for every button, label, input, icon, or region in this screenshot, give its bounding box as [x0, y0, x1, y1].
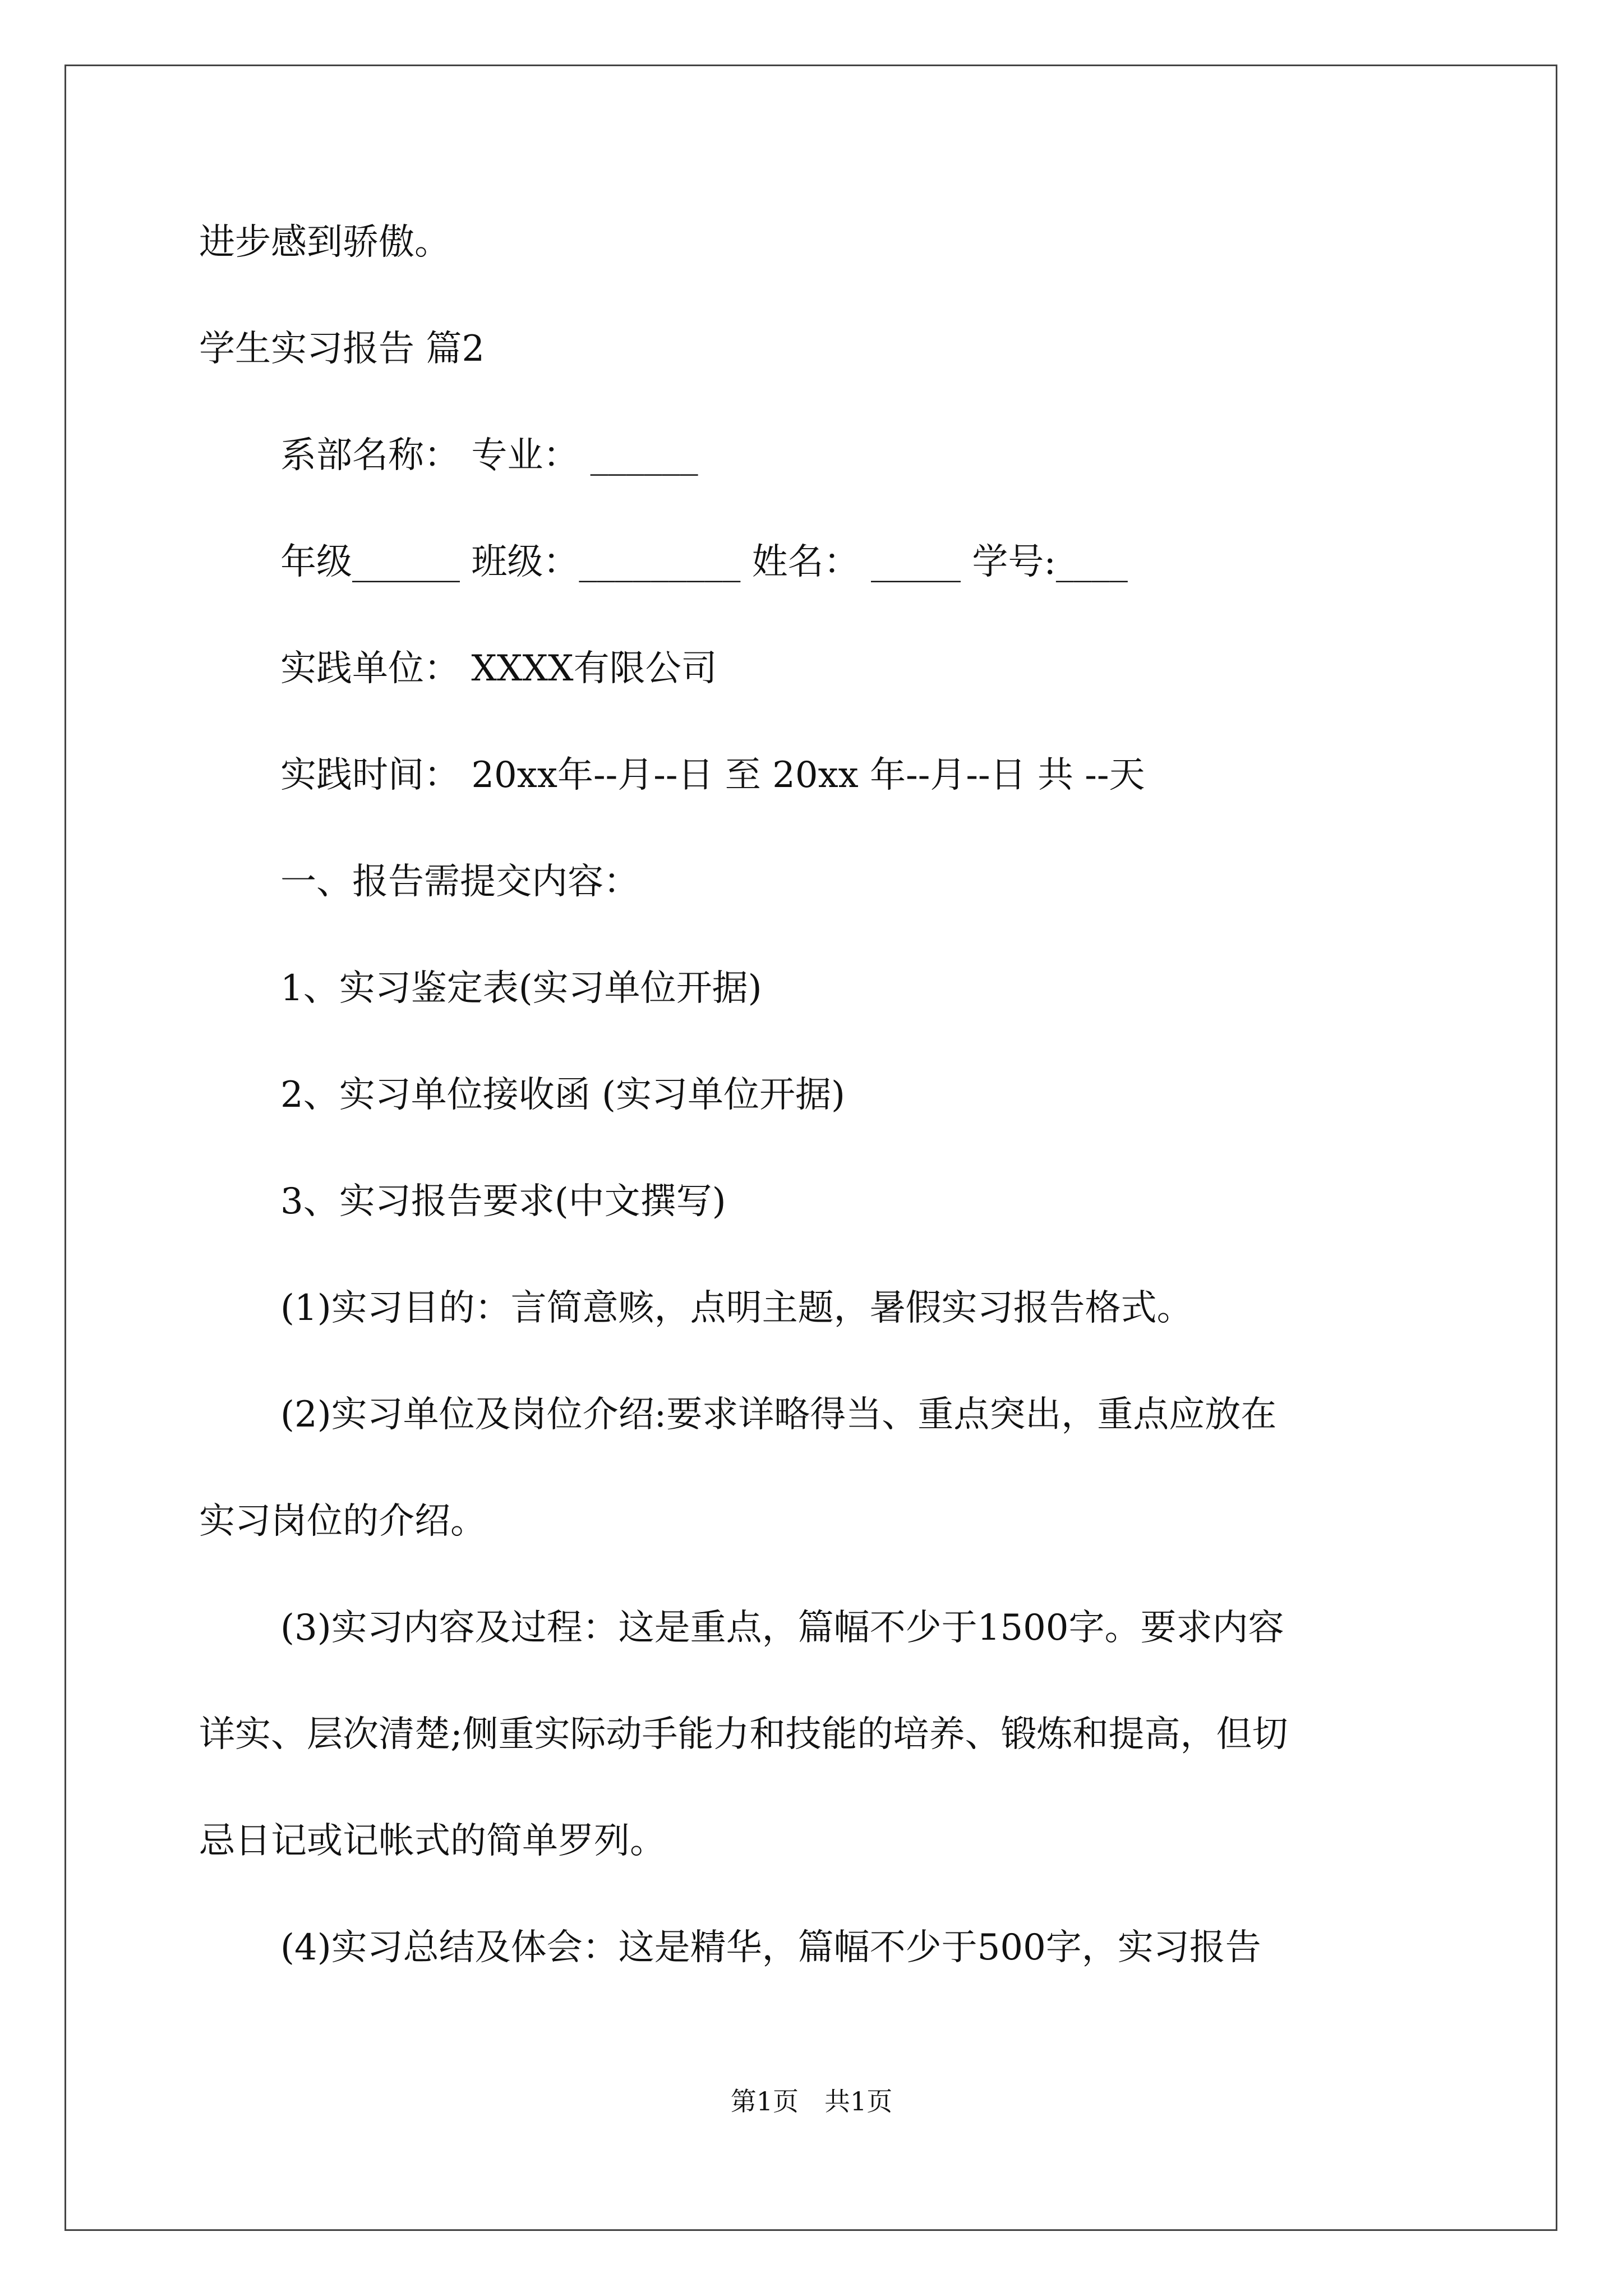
- page-number-footer: 第1页 共1页: [730, 2086, 893, 2116]
- requirement-item: (2)实习单位及岗位介绍:要求详略得当、重点突出，重点应放在: [280, 1394, 1277, 1435]
- list-item: 2、实习单位接收函 (实习单位开据): [280, 1074, 845, 1116]
- requirement-item-continued: 详实、层次清楚;侧重实际动手能力和技能的培养、锻炼和提高，但切: [199, 1714, 1288, 1755]
- requirement-item: (4)实习总结及体会：这是精华，篇幅不少于500字，实习报告: [280, 1927, 1261, 1968]
- requirement-item: (3)实习内容及过程：这是重点，篇幅不少于1500字。要求内容: [280, 1607, 1284, 1649]
- requirement-item: (1)实习目的：言简意赅，点明主题，暑假实习报告格式。: [280, 1287, 1193, 1329]
- department-field: 系部名称： 专业： ______: [280, 435, 698, 476]
- document-body: [199, 216, 1433, 1975]
- paragraph-line: 进步感到骄傲。: [199, 222, 450, 263]
- heading-submission: 一、报告需提交内容：: [280, 861, 639, 903]
- practice-unit-field: 实践单位： XXXX有限公司: [280, 648, 717, 689]
- student-info-field: 年级______ 班级：_________ 姓名： _____ 学号:____: [280, 541, 1128, 583]
- requirement-item-continued: 实习岗位的介绍。: [199, 1501, 486, 1542]
- list-item: 1、实习鉴定表(实习单位开据): [280, 968, 762, 1009]
- list-item: 3、实习报告要求(中文撰写): [280, 1181, 726, 1222]
- requirement-item-continued: 忌日记或记帐式的简单罗列。: [199, 1820, 666, 1862]
- practice-time-field: 实践时间： 20xx年--月--日 至 20xx 年--月--日 共 --天: [280, 754, 1145, 796]
- section-title: 学生实习报告 篇2: [199, 328, 485, 370]
